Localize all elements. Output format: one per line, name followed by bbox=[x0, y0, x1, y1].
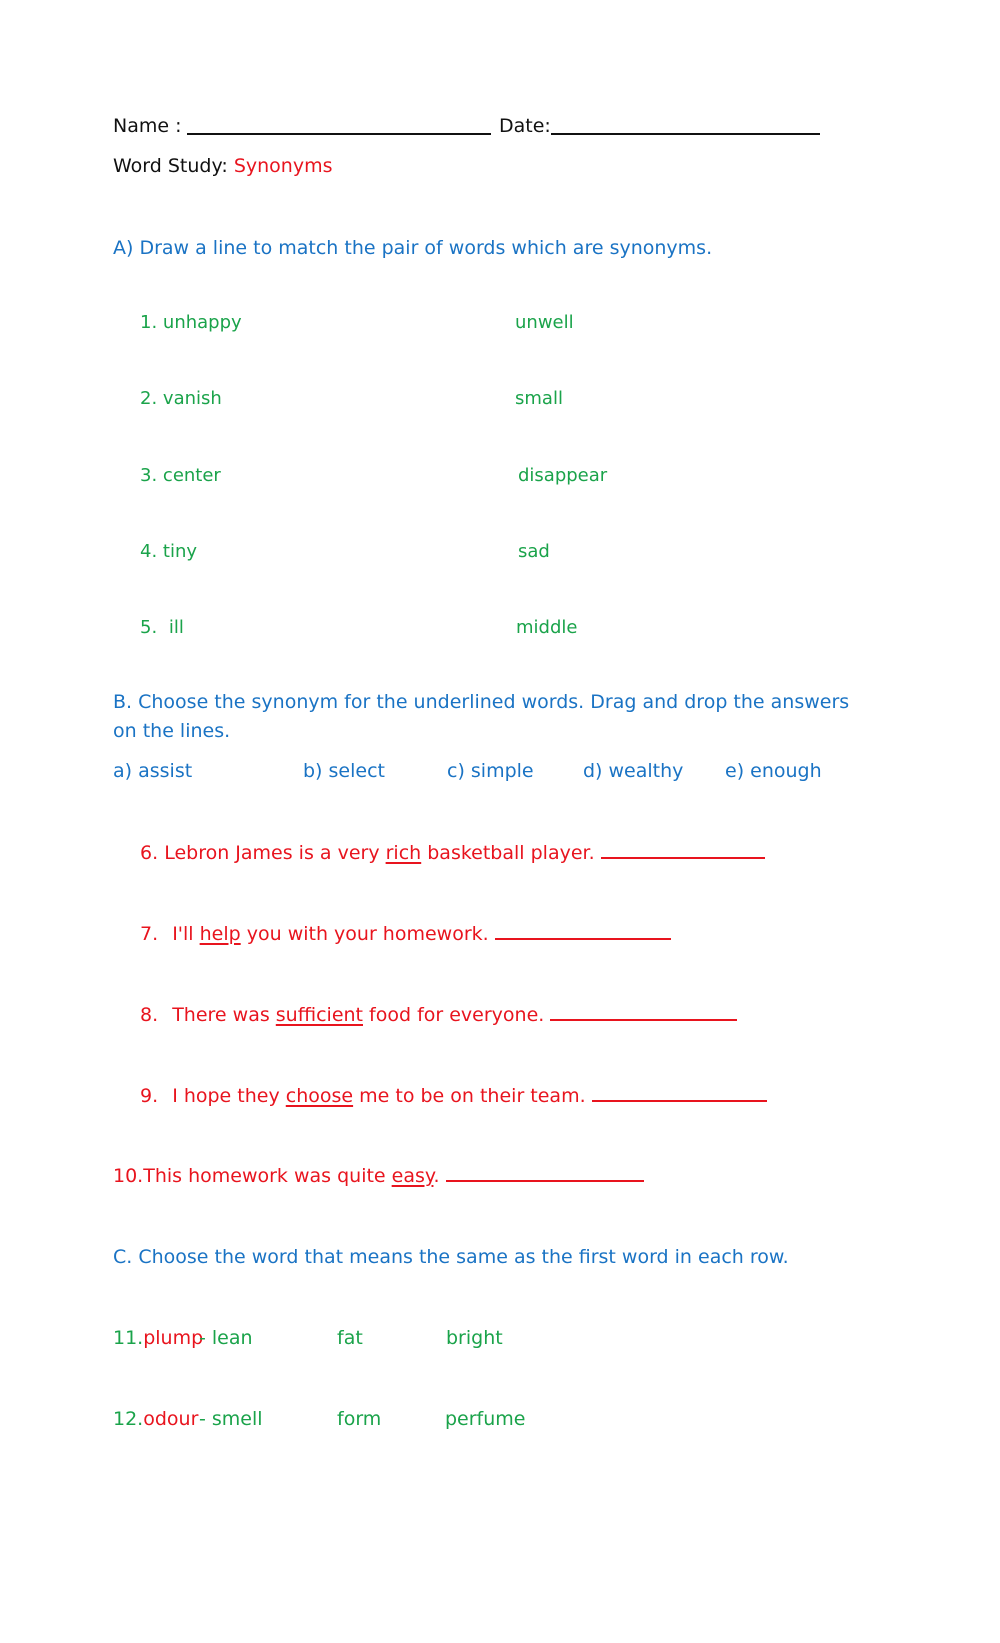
answer-blank[interactable] bbox=[550, 1019, 737, 1021]
row-word: odour bbox=[143, 1408, 199, 1430]
name-blank[interactable] bbox=[187, 133, 491, 135]
match-left-3[interactable] bbox=[140, 467, 221, 485]
match-right-2[interactable]: small bbox=[515, 388, 563, 409]
sentence-target: easy bbox=[391, 1165, 434, 1187]
match-left-word: center bbox=[162, 465, 221, 486]
row-11-option-fat[interactable]: fat bbox=[337, 1327, 363, 1349]
sentence-num: 10. bbox=[113, 1165, 144, 1187]
row-11-option-lean[interactable]: - lean bbox=[199, 1327, 253, 1349]
match-right-3[interactable]: disappear bbox=[518, 465, 608, 486]
row-12-option-smell[interactable]: - smell bbox=[199, 1408, 263, 1430]
match-left-num: 2. bbox=[140, 388, 158, 409]
match-left-num: 3. bbox=[140, 465, 158, 486]
topic: Synonyms bbox=[233, 155, 333, 177]
sentence-7 bbox=[140, 925, 671, 944]
answer-blank[interactable] bbox=[446, 1180, 644, 1182]
match-left-5[interactable] bbox=[140, 619, 184, 637]
sentence-9 bbox=[140, 1087, 767, 1106]
row-word: plump bbox=[143, 1327, 204, 1349]
option-wealthy[interactable]: d) wealthy bbox=[583, 760, 684, 782]
sentence-target: help bbox=[199, 923, 241, 945]
match-right-1[interactable]: unwell bbox=[515, 312, 574, 333]
sentence-before: Lebron James is a very bbox=[164, 842, 386, 864]
sentence-before: I hope they bbox=[172, 1085, 286, 1107]
match-left-word: vanish bbox=[162, 388, 222, 409]
sentence-after: you with your homework. bbox=[240, 923, 495, 945]
match-left-num: 4. bbox=[140, 541, 158, 562]
row-num: 12. bbox=[113, 1408, 144, 1430]
sentence-before: There was bbox=[172, 1004, 276, 1026]
sentence-target: sufficient bbox=[275, 1004, 363, 1026]
sentence-after: basketball player. bbox=[421, 842, 601, 864]
answer-blank[interactable] bbox=[495, 938, 671, 940]
match-left-4[interactable] bbox=[140, 543, 197, 561]
row-12-option-form[interactable]: form bbox=[337, 1408, 382, 1430]
date-label: Date: bbox=[499, 115, 551, 137]
section-b-instruction-cont: on the lines. bbox=[113, 720, 231, 742]
match-left-num: 1. bbox=[140, 312, 158, 333]
row-12-option-perfume[interactable]: perfume bbox=[445, 1408, 526, 1430]
match-left-word: unhappy bbox=[162, 312, 242, 333]
sentence-num: 7. bbox=[140, 923, 159, 945]
match-left-word: ill bbox=[168, 617, 184, 638]
name-label: Name : bbox=[113, 115, 182, 137]
row-11-option-bright[interactable]: bright bbox=[446, 1327, 503, 1349]
option-select[interactable]: b) select bbox=[303, 760, 385, 782]
section-b-instruction: B. Choose the synonym for the underlined words. Drag and drop the answers bbox=[113, 691, 850, 713]
row-11 bbox=[113, 1329, 203, 1348]
sentence-num: 6. bbox=[140, 842, 159, 864]
row-12 bbox=[113, 1410, 198, 1429]
match-left-word: tiny bbox=[162, 541, 198, 562]
section-a-instruction: A) Draw a line to match the pair of words which are synonyms. bbox=[113, 237, 713, 259]
sentence-before: This homework was quite bbox=[143, 1165, 392, 1187]
sentence-num: 9. bbox=[140, 1085, 159, 1107]
sentence-num: 8. bbox=[140, 1004, 159, 1026]
option-simple[interactable]: c) simple bbox=[447, 760, 534, 782]
match-right-5[interactable]: middle bbox=[516, 617, 578, 638]
sentence-before: I'll bbox=[172, 923, 200, 945]
answer-blank[interactable] bbox=[592, 1100, 767, 1102]
sentence-target: rich bbox=[385, 842, 422, 864]
word-study-line bbox=[113, 157, 332, 176]
match-right-4[interactable]: sad bbox=[518, 541, 550, 562]
match-left-num: 5. bbox=[140, 617, 158, 638]
answer-blank[interactable] bbox=[601, 857, 765, 859]
word-study-label: Word Study: bbox=[113, 155, 228, 177]
sentence-after: food for everyone. bbox=[363, 1004, 551, 1026]
option-assist[interactable]: a) assist bbox=[113, 760, 193, 782]
match-left-1[interactable] bbox=[140, 314, 242, 332]
sentence-6 bbox=[140, 844, 765, 863]
option-enough[interactable]: e) enough bbox=[725, 760, 822, 782]
sentence-after: . bbox=[433, 1165, 446, 1187]
date-blank[interactable] bbox=[551, 133, 820, 135]
match-left-2[interactable] bbox=[140, 390, 222, 408]
sentence-after: me to be on their team. bbox=[353, 1085, 592, 1107]
sentence-10 bbox=[113, 1167, 644, 1186]
sentence-target: choose bbox=[285, 1085, 354, 1107]
section-c-instruction: C. Choose the word that means the same as the first word in each row. bbox=[113, 1246, 789, 1268]
row-num: 11. bbox=[113, 1327, 144, 1349]
sentence-8 bbox=[140, 1006, 737, 1025]
